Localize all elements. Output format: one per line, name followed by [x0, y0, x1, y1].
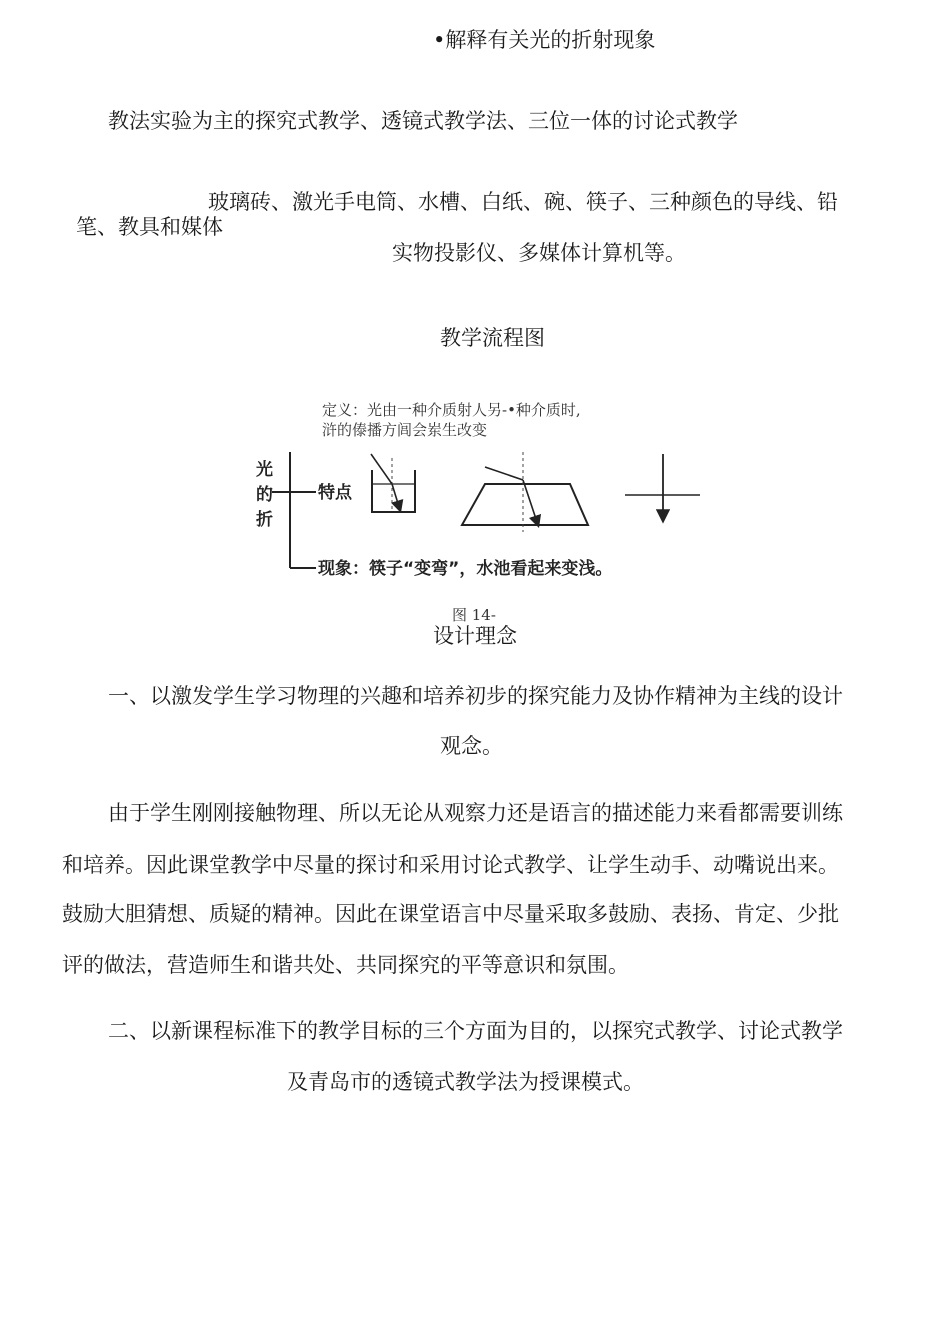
design-p2-line2: 和培养。因此课堂教学中尽量的探讨和采用讨论式教学、让学生动手、动嘴说出来。	[62, 853, 839, 877]
figure-definition-line-2: 浒的傣播方闾会岽生改变	[322, 421, 488, 439]
materials-line-3: 实物投影仪、多媒体计算机等。	[392, 241, 686, 265]
design-p1-line1: 一、以激发学生学习物理的兴趣和培养初步的探究能力及协作精神为主线的设计	[108, 684, 843, 708]
design-p2-line3: 鼓励大胆猜想、质疑的精神。因此在课堂语言中尽量采取多鼓励、表扬、肯定、少批	[62, 902, 839, 926]
design-p2-line4: 评的做法，营造师生和谐共处、共同探究的平等意识和氛围。	[62, 953, 629, 977]
flowchart-title: 教学流程图	[440, 326, 545, 350]
bullet-refraction: •解释有关光的折射现象	[433, 28, 656, 52]
glass-block-diagram	[462, 452, 588, 532]
materials-line-2: 笔、教具和媒体	[76, 215, 223, 239]
figure-caption: 图 14-	[452, 606, 496, 624]
figure-side-label-3: 折	[256, 510, 273, 530]
design-p2-line1: 由于学生刚刚接触物理、所以无论从观察力还是语言的描述能力来看都需要训练	[108, 801, 843, 825]
teaching-methods: 教法实验为主的探究式教学、透镜式教学法、三位一体的讨论式教学	[108, 109, 738, 133]
beaker-diagram	[371, 454, 415, 512]
perpendicular-ray-diagram	[625, 454, 700, 520]
design-p3-line2: 及青岛市的透镜式教学法为授课模式。	[287, 1070, 644, 1094]
figure-feature-label: 特点	[318, 483, 352, 503]
figure-phenomenon-label: 现象：筷子“变弯”，水池看起来变浅。	[318, 559, 613, 579]
design-p3-line1: 二、以新课程标准下的教学目标的三个方面为目的，以探究式教学、讨论式教学	[108, 1019, 843, 1043]
figure-side-label-2: 的	[256, 485, 273, 505]
figure-side-label-1: 光	[256, 460, 273, 480]
materials-line-1: 玻璃砖、激光手电筒、水槽、白纸、碗、筷子、三种颜色的导线、铅	[208, 190, 838, 214]
design-p1-line2: 观念。	[440, 734, 503, 758]
figure-definition-line-1: 定义：光由一种介质射人另-•种介质时,	[322, 401, 581, 419]
design-title: 设计理念	[433, 624, 517, 648]
refraction-figure	[240, 440, 710, 600]
